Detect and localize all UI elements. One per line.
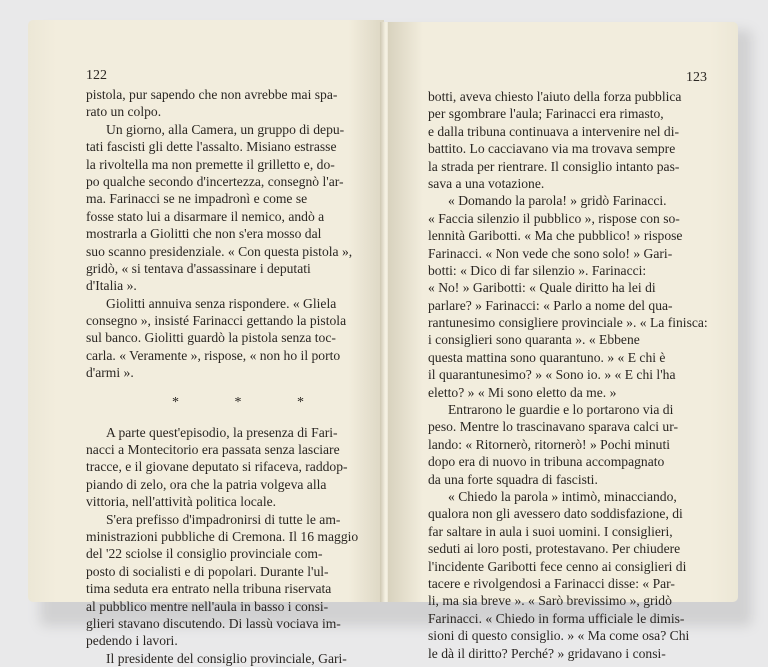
text-line: sul banco. Giolitti guardò la pistola senza toc-: [86, 330, 336, 346]
text-line: la strada per rientrare. Il consiglio intanto pas-: [428, 158, 680, 174]
text-line: Il presidente del consiglio provinciale, Gari-: [106, 650, 347, 666]
text-line: « Chiedo la parola » intimò, minacciando,: [448, 488, 677, 504]
text-line: questa mattina sono quarantuno. » « E chi è: [428, 349, 666, 365]
text-line: le dà il diritto? Perché? » gridavano i consi-: [428, 645, 666, 661]
text-line: sava a una votazione.: [428, 175, 545, 191]
text-line: parlare? » Farinacci: « Parlo a nome del qua-: [428, 297, 673, 313]
text-line: li, ma sia breve ». « Sarò brevissimo », gridò: [428, 593, 672, 609]
left-page-text: [86, 86, 376, 667]
text-line: peso. Mentre lo trascinavano sparava calci ur-: [428, 419, 678, 435]
text-line: « Domando la parola! » gridò Farinacci.: [448, 193, 667, 209]
text-line: pistola, pur sapendo che non avrebbe mai spa-: [86, 87, 338, 102]
right-page: [388, 22, 738, 661]
text-line: Entrarono le guardie e lo portarono via di: [448, 402, 674, 418]
text-line: piando di zelo, ora che la patria volgeva alla: [86, 476, 327, 492]
text-line: vittoria, nell'attività politica locale.: [86, 494, 277, 510]
text-line: Un giorno, alla Camera, un gruppo di depu-: [106, 121, 345, 137]
text-line: po qualche secondo d'incertezza, consegnò l'ar-: [86, 173, 344, 189]
text-line: d'Italia ».: [86, 278, 137, 294]
text-line: Farinacci. « Non vede che sono solo! » Gari-: [428, 245, 673, 261]
text-line: gridò, « si tentava d'assassinare i deputati: [86, 260, 311, 276]
text-line: ma. Farinacci se ne impadronì e come se: [86, 191, 308, 207]
text-line: sioni di questo consiglio. » « Ma come osa? Chi: [428, 628, 690, 644]
text-line: tati fascisti gli dette l'assalto. Misiano estrasse: [86, 139, 337, 155]
text-line: mostrarla a Giolitti che non s'era mosso dal: [86, 226, 322, 242]
text-line: la rivoltella ma non premette il grilletto e, do-: [86, 156, 335, 172]
page-number-right: 123: [686, 70, 707, 85]
text-line: tracce, e il giovane deputato si rifaceva, raddop-: [86, 459, 348, 475]
text-line: ministrazioni pubbliche di Cremona. Il 16 maggio: [86, 528, 359, 544]
text-line: fosse stato lui a disarmare il nemico, andò a: [86, 208, 325, 224]
text-line: botti, aveva chiesto l'aiuto della forza pubblica: [428, 89, 682, 104]
text-line: « Faccia silenzio il pubblico », rispose con so-: [428, 210, 680, 226]
text-line: per sgombrare l'aula; Farinacci era rimasto,: [428, 106, 664, 122]
section-separator: * * *: [172, 394, 330, 410]
text-line: botti: « Dico di far silenzio ». Farinacci:: [428, 262, 647, 278]
text-line: « No! » Garibotti: « Quale diritto ha lei di: [428, 280, 656, 296]
text-line: battito. Lo cacciavano via ma trovava sempre: [428, 141, 676, 157]
text-line: Giolitti annuiva senza rispondere. « Gliela: [106, 295, 337, 311]
text-line: suo scanno presidenziale. « Con questa pistola »,: [86, 243, 353, 259]
text-line: consegno », insisté Farinacci gettando la pistola: [86, 313, 347, 329]
text-line: qualora non gli avessero dato soddisfazione, di: [428, 506, 683, 522]
text-line: lennità Garibotti. « Ma che pubblico! » rispose: [428, 228, 683, 244]
right-page-text: [428, 88, 718, 662]
text-line: posto di socialisti e di popolari. Durante l'ul-: [86, 563, 329, 579]
text-line: al pubblico mentre nell'aula in basso i consi-: [86, 598, 329, 614]
text-line: lando: « Ritornerò, ritornerò! » Pochi minuti: [428, 436, 671, 452]
left-page: [28, 20, 384, 666]
text-line: seduti ai loro posti, protestavano. Per chiudere: [428, 541, 681, 557]
text-line: A parte quest'episodio, la presenza di Fari-: [106, 424, 338, 440]
text-line: d'armi ».: [86, 365, 134, 381]
text-line: carla. « Veramente », rispose, « non ho il porto: [86, 347, 341, 363]
text-line: del '22 sciolse il consiglio provinciale com-: [86, 546, 323, 562]
text-line: pedendo i lavori.: [86, 633, 178, 649]
text-line: far saltare in aula i suoi uomini. I consiglieri,: [428, 523, 673, 539]
text-line: Farinacci. « Chiedo in forma ufficiale le dimis-: [428, 610, 685, 626]
text-line: rato un colpo.: [86, 104, 162, 120]
text-line: l'incidente Garibotti fece cenno ai consiglieri di: [428, 558, 687, 574]
text-line: tacere e rivolgendosi a Farinacci disse: « Par-: [428, 575, 675, 591]
text-line: dopo era di nuovo in tribuna accompagnato: [428, 454, 665, 470]
text-line: S'era prefisso d'impadronirsi di tutte le am-: [106, 511, 341, 527]
text-line: glieri stavano discutendo. Di lassù vociava im-: [86, 615, 341, 631]
page-number-left: 122: [86, 68, 107, 83]
text-line: nacci a Montecitorio era passata senza lasciare: [86, 442, 340, 458]
text-line: e dalla tribuna continuava a intervenire nel di-: [428, 123, 679, 139]
text-line: tima seduta era entrato nella tribuna riservata: [86, 581, 332, 597]
text-line: il quarantunesimo? » « Sono io. » « E chi l'ha: [428, 367, 676, 383]
text-line: rantunesimo consigliere provinciale ». « La finisca:: [428, 315, 708, 331]
text-line: eletto? » « Mi sono eletto da me. »: [428, 384, 617, 400]
text-line: da una forte squadra di fascisti.: [428, 471, 598, 487]
text-line: i consiglieri sono quaranta ». « Ebbene: [428, 332, 640, 348]
